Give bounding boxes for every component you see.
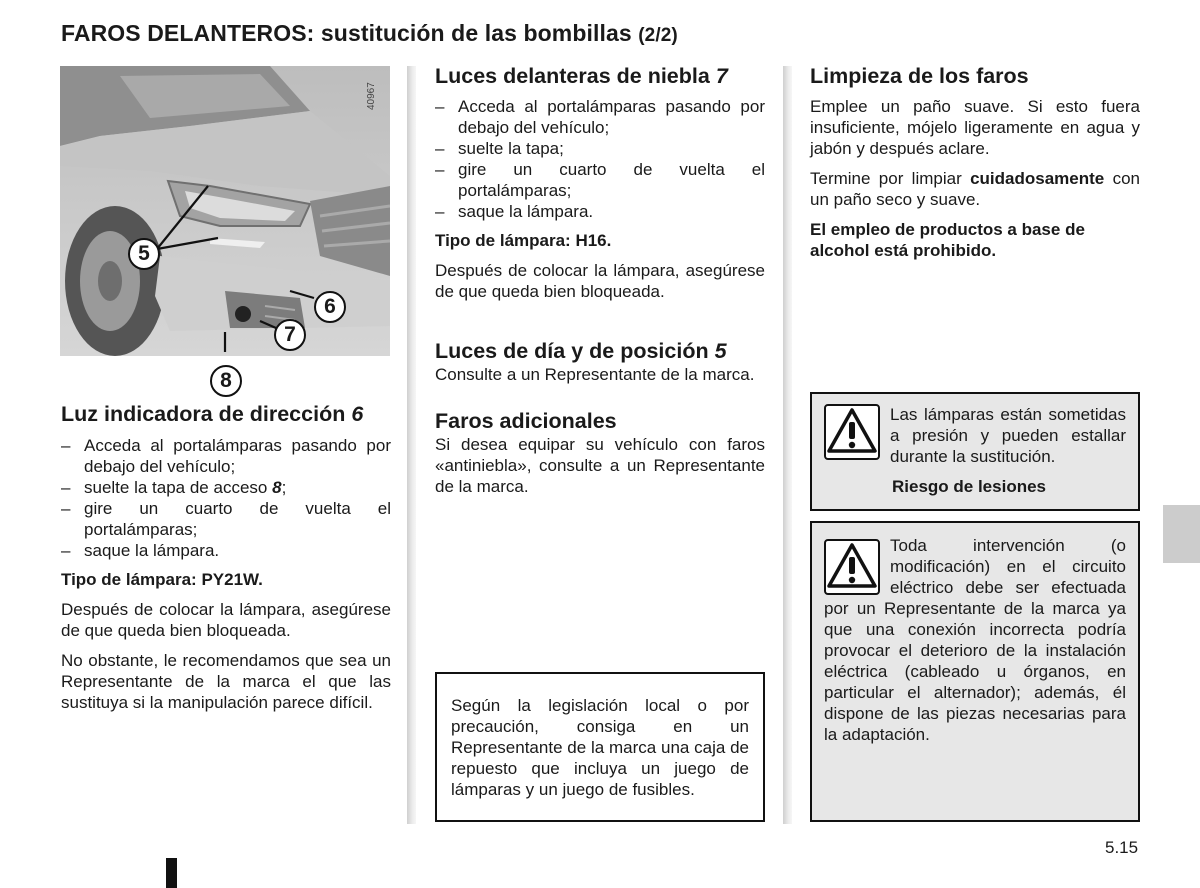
list-item: – Acceda al portalámparas pasando por debajo del vehículo;: [435, 96, 765, 138]
list-item: – saque la lámpara.: [61, 540, 391, 561]
callout-5: 5: [128, 238, 160, 270]
callout-7: 7: [274, 319, 306, 351]
extra-lights-text: Si desea equipar su vehículo con faros «antiniebla», consulte a un Representante de la marca.: [435, 435, 765, 496]
title-part: (2/2): [638, 25, 678, 46]
section-tab: [1163, 505, 1200, 563]
column-divider-right: [783, 66, 792, 824]
warning-box-pressure: [810, 392, 1140, 511]
warning-electrical-text: Toda intervención (o modificación) en el circuito eléctrico debe ser efectuada por un Representante de la marca ya que una conexión incorrecta podría provocar el deterioro de la instalación eléctrica (cableado u órganos, en particular el alternador); además, él dispone de las piezas necesarias para la adaptación.: [824, 536, 1126, 744]
warning-pressure-risk: Riesgo de lesiones: [892, 477, 1046, 496]
extra-lights-heading: Faros adicionales: [435, 409, 617, 433]
list-item: [61, 477, 391, 498]
fog-steps: [435, 96, 765, 222]
fog-lamp-type: Tipo de lámpara: H16.: [435, 231, 612, 250]
column-divider-left: [407, 66, 416, 824]
list-item: – suelte la tapa;: [435, 138, 765, 159]
list-item: – gire un cuarto de vuelta el portalámparas;: [435, 159, 765, 201]
daytime-heading: [435, 338, 765, 364]
finish-text-end: con un paño seco y suave.: [810, 169, 1140, 209]
warning-pressure-text: Las lámparas están sometidas a presión y pueden estallar durante la sustitución.: [890, 405, 1126, 466]
cleaning-heading: Limpieza de los faros: [810, 64, 1029, 88]
turn-signal-heading-text: Luz indicadora de dirección: [61, 402, 346, 426]
fog-after: Después de colocar la lámpara, asegúrese de que queda bien bloqueada.: [435, 261, 765, 301]
left-column: [61, 401, 391, 713]
list-item: – Acceda al portalámparas pasando por debajo del vehículo;: [61, 435, 391, 477]
warning-box-electrical: [810, 521, 1140, 822]
turn-signal-heading: [61, 401, 391, 427]
callout-6: 6: [314, 291, 346, 323]
warning-triangle-icon: [824, 404, 880, 460]
list-item: – saque la lámpara.: [435, 201, 765, 222]
list-item: – gire un cuarto de vuelta el portalámparas;: [61, 498, 391, 540]
spare-kit-note: [435, 672, 765, 822]
spare-kit-note-text: Según la legislación local o por precaución, consiga en un Representante de la marca una caja de repuesto que incluya un juego de lámparas y un juego de fusibles.: [451, 696, 749, 799]
step-text: suelte la tapa de acceso: [84, 478, 268, 497]
turn-signal-steps: [61, 435, 391, 561]
fog-heading: [435, 63, 765, 89]
turn-signal-recommend: No obstante, le recomendamos que sea un Representante de la marca el que las sustituya si la manipulación parece difícil.: [61, 651, 391, 712]
page-title: [61, 20, 678, 47]
daytime-heading-text: Luces de día y de posición: [435, 339, 709, 363]
step-ref-number: 8: [272, 478, 282, 497]
cleaning-text: Emplee un paño suave. Si esto fuera insuficiente, mójelo ligeramente en agua y jabón y después aclare.: [810, 97, 1140, 158]
step-punct: ;: [281, 478, 287, 497]
fog-heading-num: 7: [715, 64, 728, 88]
daytime-text: Consulte a un Representante de la marca.: [435, 365, 755, 384]
alcohol-warning: El empleo de productos a base de alcohol está prohibido.: [810, 220, 1085, 260]
page-number: 5.15: [1105, 838, 1139, 857]
title-main: FAROS DELANTEROS: sustitución de las bombillas: [61, 20, 632, 46]
fog-heading-text: Luces delanteras de niebla: [435, 64, 710, 88]
turn-signal-heading-num: 6: [351, 402, 364, 426]
callout-8: 8: [210, 365, 242, 397]
turn-signal-lamp-type: Tipo de lámpara: PY21W.: [61, 570, 263, 589]
warning-triangle-icon: [824, 539, 880, 595]
figure-code: 40967: [366, 82, 377, 110]
finish-text: Termine por limpiar: [810, 169, 962, 188]
right-column: [810, 63, 1140, 261]
cleaning-finish: [810, 168, 1140, 210]
turn-signal-after: Después de colocar la lámpara, asegúrese de que queda bien bloqueada.: [61, 600, 391, 640]
finish-bold: cuidadosamente: [970, 169, 1105, 188]
binding-mark: [166, 858, 177, 888]
middle-column: [435, 63, 765, 497]
daytime-heading-num: 5: [714, 339, 727, 363]
